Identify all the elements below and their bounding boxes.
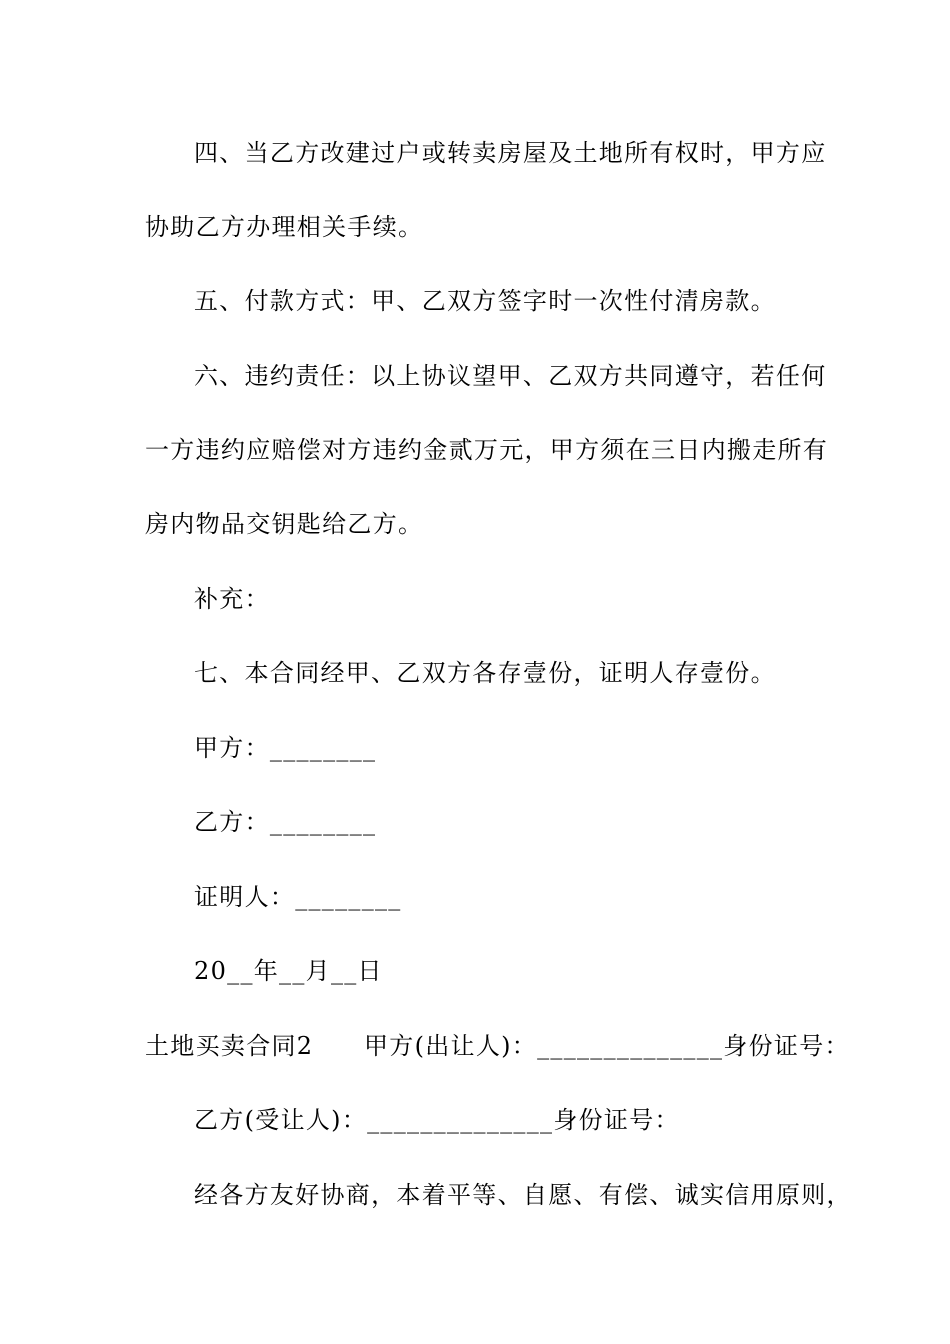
contract-2-preamble: 经各方友好协商，本着平等、自愿、有偿、诚实信用原则， — [194, 1181, 852, 1209]
witness-signature: 证明人：________ — [194, 883, 402, 911]
supplement-label: 补充： — [194, 585, 270, 613]
clause-5-payment: 五、付款方式：甲、乙双方签字时一次性付清房款。 — [194, 287, 776, 315]
signing-date: 20__年__月__日 — [194, 957, 383, 985]
clause-6-line-1: 六、违约责任：以上协议望甲、乙双方共同遵守，若任何 — [194, 362, 827, 390]
party-a-signature: 甲方：________ — [194, 734, 377, 762]
clause-6-line-2: 一方违约应赔偿对方违约金贰万元，甲方须在三日内搬走所有 — [145, 436, 829, 464]
contract-2-party-b: 乙方(受让人)：______________身份证号： — [194, 1106, 680, 1134]
clause-4-line-1: 四、当乙方改建过户或转卖房屋及土地所有权时，甲方应 — [194, 139, 827, 167]
clause-4-line-2: 协助乙方办理相关手续。 — [145, 213, 424, 241]
clause-6-line-3: 房内物品交钥匙给乙方。 — [145, 510, 424, 538]
clause-7-copies: 七、本合同经甲、乙双方各存壹份，证明人存壹份。 — [194, 659, 776, 687]
party-b-signature: 乙方：________ — [194, 808, 377, 836]
contract-2-heading-party-a: 土地买卖合同2 甲方(出让人)：______________身份证号： — [145, 1032, 850, 1060]
